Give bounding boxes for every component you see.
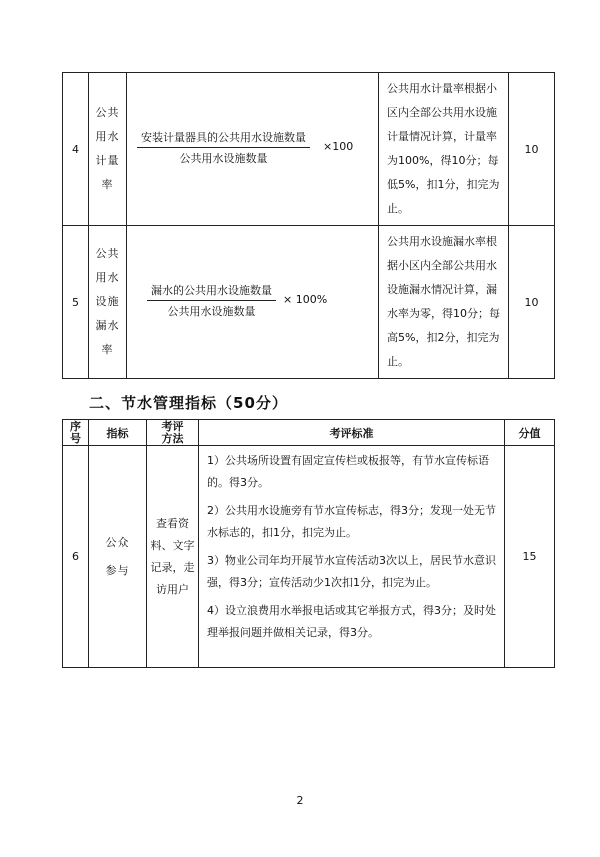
section-title: 二、节水管理指标（50分） [89, 394, 288, 412]
management-indicator-table [62, 419, 555, 668]
criteria-text: 公共用水计量率根据小区内全部公共用水设施计量情况计算，计量率为100%，得10分；每低5%，扣1分，扣完为止。 [379, 73, 509, 226]
formula-multiplier: × 100% [283, 293, 328, 306]
criteria-item: 4）设立浪费用水举报电话或其它举报方式，得3分；及时处理举报问题并做相关记录，得3分。 [207, 604, 496, 639]
formula-numerator: 安装计量器具的公共用水设施数量 [137, 129, 310, 148]
indicator-table-1 [62, 72, 555, 379]
indicator-name: 公众参与 [105, 535, 130, 577]
header-score: 分值 [505, 420, 555, 446]
score-value: 10 [509, 226, 555, 379]
formula-cell [127, 226, 379, 379]
formula-multiplier: ×100 [323, 140, 354, 153]
criteria-item: 2）公共用水设施旁有节水宣传标志，得3分；发现一处无节水标志的，扣1分，扣完为止。 [207, 504, 496, 539]
header-indicator: 指标 [89, 420, 147, 446]
criteria-item: 1）公共场所设置有固定宣传栏或板报等，有节水宣传标语的。得3分。 [207, 454, 489, 489]
formula-cell [127, 73, 379, 226]
formula-denominator: 公共用水设施数量 [167, 305, 256, 318]
score-value: 10 [509, 73, 555, 226]
evaluation-method: 查看资料、文字记录，走访用户 [150, 516, 195, 596]
header-method: 考评方法 [147, 420, 199, 446]
score-value: 15 [505, 446, 555, 668]
table-header-row [63, 420, 555, 446]
indicator-name: 公共用水设施漏水率 [95, 247, 120, 356]
table-row [63, 446, 555, 668]
row-number: 6 [63, 446, 89, 668]
indicator-name: 公共用水计量率 [95, 106, 120, 191]
header-no: 序号 [63, 420, 89, 446]
row-number: 5 [63, 226, 89, 379]
criteria-text: 公共用水设施漏水率根据小区内全部公共用水设施漏水情况计算，漏水率为零，得10分；每高5%，扣2分，扣完为止。 [379, 226, 509, 379]
row-number: 4 [63, 73, 89, 226]
table-row [63, 226, 555, 379]
page-number: 2 [296, 794, 304, 807]
formula-denominator: 公共用水设施数量 [179, 152, 268, 165]
criteria-list [199, 446, 505, 668]
header-criteria: 考评标准 [199, 420, 505, 446]
formula-fraction [137, 129, 310, 166]
formula-numerator: 漏水的公共用水设施数量 [147, 282, 276, 301]
table-row [63, 73, 555, 226]
formula-fraction [147, 282, 276, 319]
criteria-item: 3）物业公司年均开展节水宣传活动3次以上，居民节水意识强，得3分；宣传活动少1次扣1分，扣完为止。 [207, 554, 496, 589]
